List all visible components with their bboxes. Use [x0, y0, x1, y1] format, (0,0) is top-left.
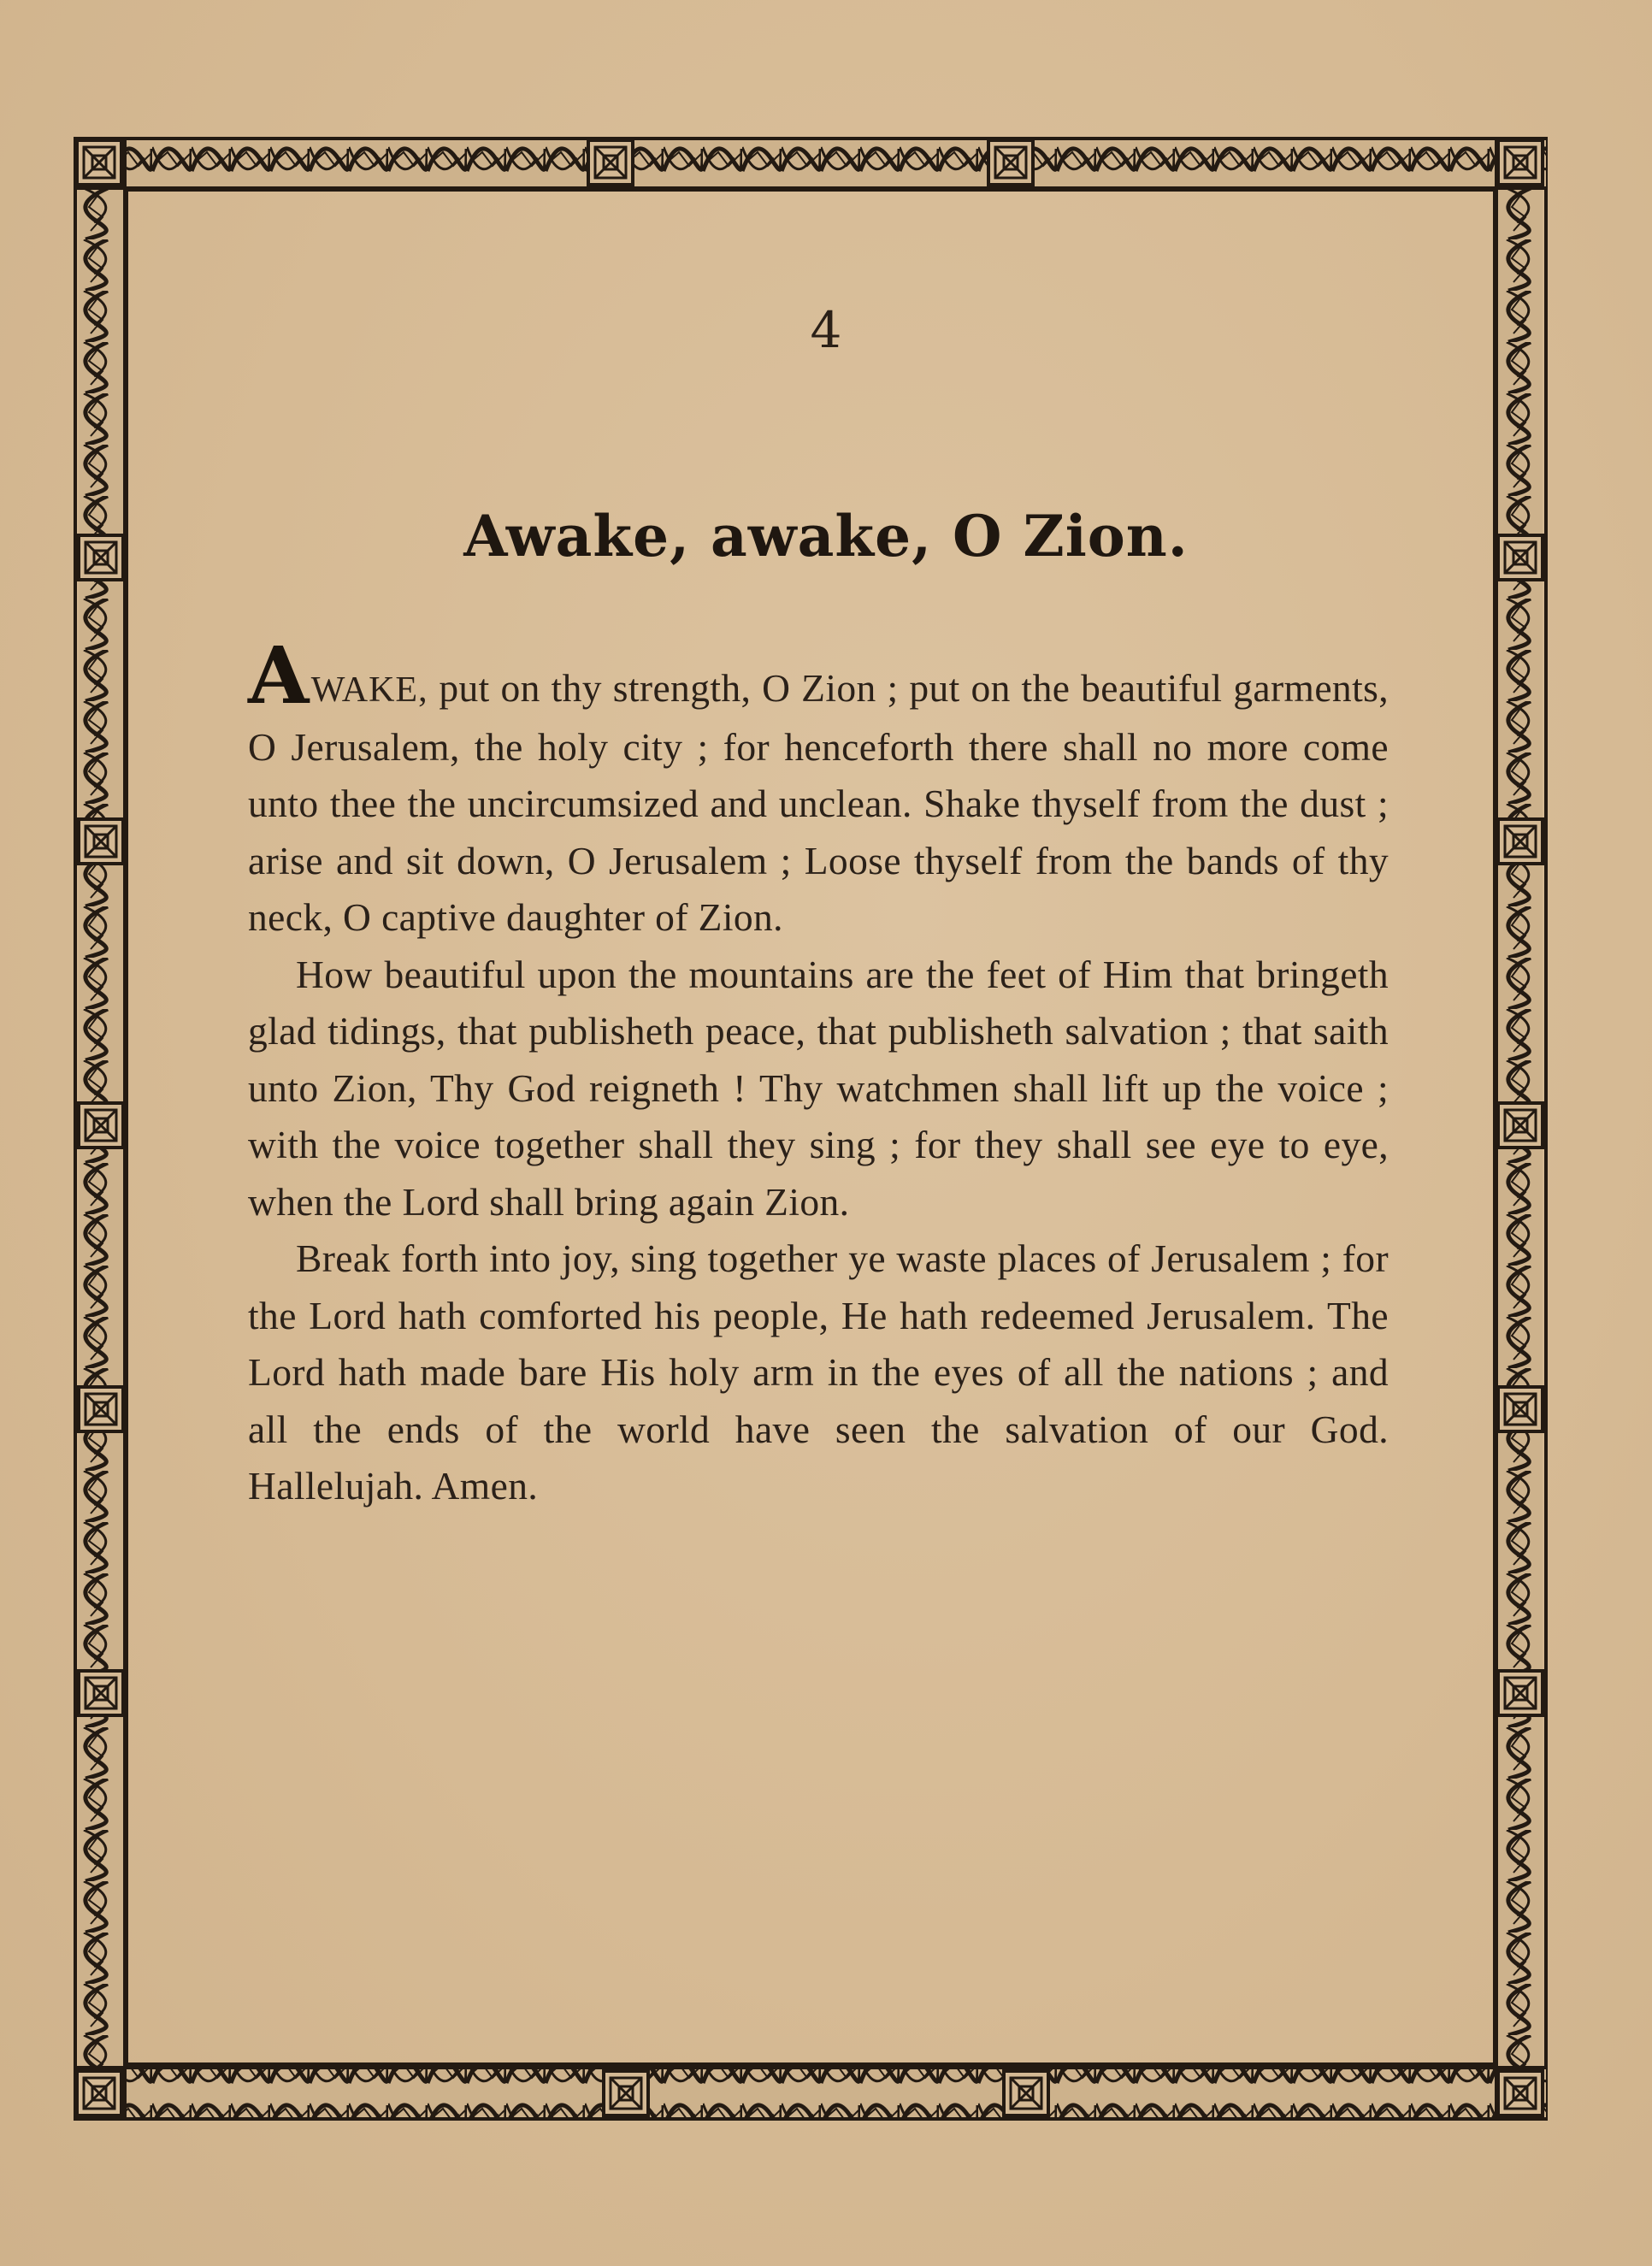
paragraph-1-text: put on thy strength, O Zion ; put on the beautiful garments, O Jerusalem, the holy city ; for henceforth there shall no more come unto thee the uncircumsized and unclean. Shake thyself from the dust ; arise and sit down, O Jerusalem ; Loose thyself from the bands of thy neck, O captive daughter of Zion.: [248, 666, 1389, 939]
scripture-text: [248, 629, 1389, 1515]
hymn-title: Awake, awake, O Zion.: [463, 503, 1189, 569]
paragraph-1: [248, 629, 1389, 947]
paragraph-3: Break forth into joy, sing together ye waste places of Jerusalem ; for the Lord hath comforted his people, He hath redeemed Jerusalem. The Lord hath made bare His holy arm in the eyes of all the nations ; and all the ends of the world have seen the salvation of our God. Hallelujah. Amen.: [248, 1236, 1389, 1508]
page-number: 4: [810, 301, 842, 359]
paragraph-2: How beautiful upon the mountains are the feet of Him that bringeth glad tidings, that publisheth peace, that publisheth salvation ; that saith unto Zion, Thy God reigneth ! Thy watchmen shall lift up the voice ; with the voice together shall they sing ; for they shall see eye to eye, when the Lord shall bring again Zion.: [248, 952, 1389, 1224]
lead-word: WAKE,: [310, 670, 428, 710]
drop-cap: A: [248, 629, 310, 722]
